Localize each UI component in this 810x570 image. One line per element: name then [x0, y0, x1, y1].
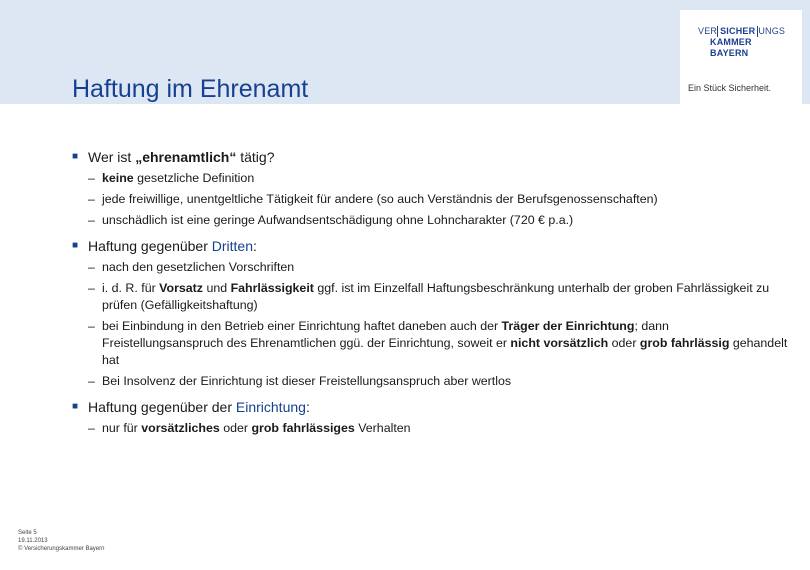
logo-wordmark [698, 26, 794, 59]
logo-text-kammer: KAMMER [710, 37, 752, 47]
slide-footer [18, 529, 104, 553]
section-dritten [72, 237, 792, 390]
dash-bullet: – [88, 171, 95, 185]
list-item: – nach den gesetzlichen Vorschriften [88, 260, 295, 274]
list-item: – i. d. R. für Vorsatz und Fahrlässigkeit ggf. ist im Einzelfall Haftungsbeschränkung unterhalb der groben Fahrlässigkeit zu prüfen (Gefälligkeitshaftung) [88, 281, 770, 312]
bullet-heading [72, 398, 792, 416]
heading-text: Wer ist „ehrenamtlich“ tätig? [88, 149, 275, 165]
page-title: Haftung im Ehrenamt [72, 75, 309, 103]
logo-text-bayern: BAYERN [710, 48, 749, 58]
section-ehrenamtlich [72, 148, 792, 229]
list-item: – nur für vorsätzliches oder grob fahrlässiges Verhalten [88, 421, 411, 435]
dash-bullet: – [88, 319, 95, 333]
square-bullet-icon: ■ [72, 151, 79, 162]
logo-text-ungs: UNGS [758, 26, 786, 36]
dash-bullet: – [88, 213, 95, 227]
dash-bullet: – [88, 192, 95, 206]
bullet-heading [72, 237, 792, 255]
slide-content [72, 148, 792, 445]
heading-text: Haftung gegenüber der Einrichtung: [88, 399, 310, 415]
dash-bullet: – [88, 374, 95, 388]
square-bullet-icon: ■ [72, 401, 79, 412]
footer-page: Seite 5 [18, 530, 37, 536]
square-bullet-icon: ■ [72, 240, 79, 251]
logo [680, 10, 802, 104]
list-item: – Bei Insolvenz der Einrichtung ist dieser Freistellungsanspruch aber wertlos [88, 374, 512, 388]
heading-text: Haftung gegenüber Dritten: [88, 238, 257, 254]
logo-text-sicher: SICHER [717, 26, 758, 37]
dash-bullet: – [88, 260, 95, 274]
list-item: – unschädlich ist eine geringe Aufwandsentschädigung ohne Lohncharakter (720 € p.a.) [88, 213, 574, 227]
list-item: – keine gesetzliche Definition [88, 171, 255, 185]
footer-date: 19.11.2013 [18, 538, 48, 544]
list-item: – jede freiwillige, unentgeltliche Tätigkeit für andere (so auch Verständnis der Berufsgenossenschaften) [88, 192, 658, 206]
dash-bullet: – [88, 421, 95, 435]
list-item: – bei Einbindung in den Betrieb einer Einrichtung haftet daneben auch der Träger der Einrichtung; dann Freistellungsanspruch des Ehrenamtlichen ggü. der Einrichtung, soweit er nicht vorsätzlich oder grob fahrlässig gehandelt hat [88, 319, 788, 367]
footer-copyright: © Versicherungskammer Bayern [18, 546, 105, 552]
logo-tagline: Ein Stück Sicherheit. [688, 83, 772, 93]
section-einrichtung [72, 398, 792, 437]
bullet-heading [72, 148, 792, 166]
dash-bullet: – [88, 281, 95, 295]
logo-text-ver: VER [698, 26, 718, 36]
